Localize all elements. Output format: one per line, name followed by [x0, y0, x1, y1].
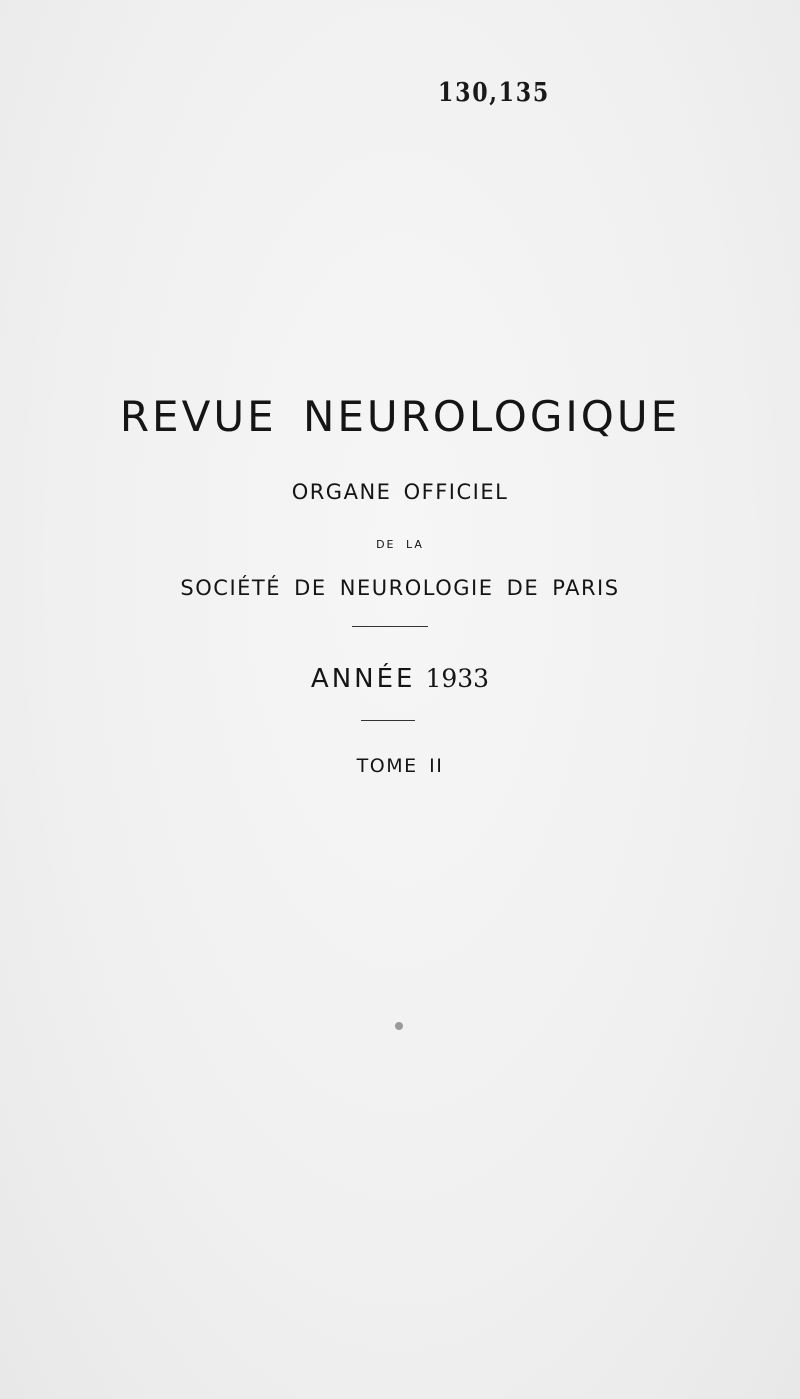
connector-text: DE LA	[376, 538, 424, 551]
divider-rule	[352, 626, 428, 627]
year-label: ANNÉE	[310, 664, 416, 694]
ink-dot	[395, 1022, 403, 1030]
journal-title: REVUE NEUROLOGIQUE	[119, 392, 681, 441]
society-name: SOCIÉTÉ DE NEUROLOGIE DE PARIS	[180, 576, 620, 600]
divider-rule	[361, 720, 415, 721]
subtitle: ORGANE OFFICIEL	[291, 480, 509, 504]
year-value: 1933	[425, 664, 490, 693]
shelfmark-number: 130,135	[438, 78, 550, 108]
year-line	[0, 664, 800, 694]
volume-label: TOME II	[356, 755, 444, 777]
